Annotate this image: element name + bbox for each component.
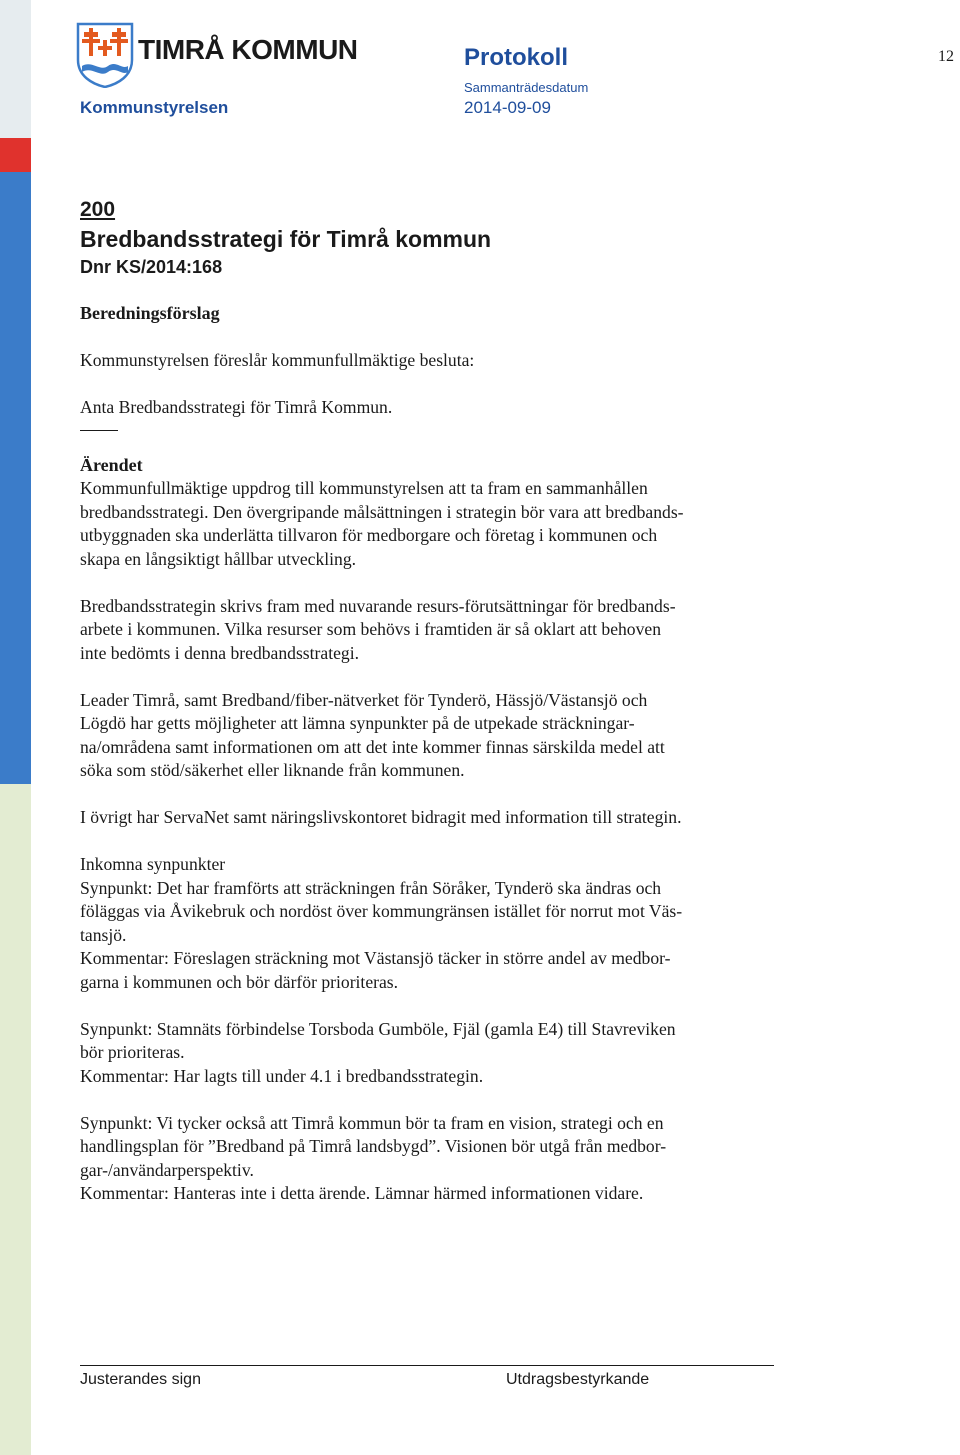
text-line: Kommentar: Har lagts till under 4.1 i bredbandsstrategin.: [80, 1065, 484, 1086]
text-line: garna i kommunen och bör därför prioriteras.: [80, 971, 399, 992]
comment-block-3: [80, 1112, 780, 1206]
case-number: 200: [80, 198, 116, 221]
text-line: Synpunkt: Vi tycker också att Timrå kommun bör ta fram en vision, strategi och en: [80, 1112, 664, 1133]
text-line: arbete i kommunen. Vilka resurser som behövs i framtiden är så oklart att behoven: [80, 619, 661, 639]
text-line: utbyggnaden ska underlätta tillvaron för medborgare och företag i kommunen och: [80, 525, 658, 545]
text-line: tansjö.: [80, 924, 127, 945]
text-line: gar-/användarperspektiv.: [80, 1159, 254, 1180]
comment-block-2: [80, 1018, 780, 1089]
text-line: söka som stöd/säkerhet eller liknande från kommunen.: [80, 760, 465, 780]
matter-paragraph-1: [80, 477, 780, 571]
signature-line: [80, 1365, 774, 1366]
matter-paragraph-2: [80, 595, 780, 666]
logo-wordmark: TIMRÅ KOMMUN: [138, 34, 358, 65]
text-line: bredbandsstrategi. Den övergripande målsättningen i strategin bör vara att bredbands-: [80, 501, 684, 522]
text-line: föläggas via Åvikebruk och nordöst över kommungränsen istället för norrut mot Väs-: [80, 901, 683, 921]
section-heading-comments: Inkomna synpunkter: [80, 854, 226, 874]
page-number: 12: [938, 48, 954, 65]
document-body: [80, 196, 780, 1229]
signature-label-certification: Utdragsbestyrkande: [506, 1371, 650, 1388]
text-line: inte bedömts i denna bredbandsstrategi.: [80, 642, 359, 663]
text-line: Kommentar: Föreslagen sträckning mot Västansjö täcker in större andel av medbor-: [80, 948, 671, 968]
proposal-decision: Anta Bredbandsstrategi för Timrå Kommun.: [80, 397, 393, 417]
sidebar-segment-red: [0, 138, 31, 172]
section-heading-matter: Ärendet: [80, 454, 143, 475]
text-line: Synpunkt: Det har framförts att sträckningen från Söråker, Tynderö ska ändras och: [80, 877, 662, 898]
coat-of-arms-icon: [76, 22, 134, 88]
text-line: Kommunfullmäktige uppdrog till kommunstyrelsen att ta fram en sammanhållen: [80, 478, 648, 498]
text-line: skapa en långsiktigt hållbar utveckling.: [80, 548, 357, 569]
matter-paragraph-4: I övrigt har ServaNet samt näringslivskontoret bidragit med information till strategin.: [80, 807, 682, 827]
sidebar-segment-green: [0, 784, 31, 1455]
matter-paragraph-3: [80, 689, 780, 783]
municipality-logo: [76, 22, 358, 88]
meeting-date: 2014-09-09: [464, 98, 551, 117]
text-line: handlingsplan för ”Bredband på Timrå landsbygd”. Visionen bör utgå från medbor-: [80, 1136, 667, 1156]
signature-label-adjuster: Justerandes sign: [80, 1371, 201, 1388]
text-line: Kommentar: Hanteras inte i detta ärende. Lämnar härmed informationen vidare.: [80, 1183, 644, 1203]
organ-name: Kommunstyrelsen: [80, 98, 229, 117]
color-sidebar: [0, 0, 31, 1455]
text-line: Bredbandsstrategin skrivs fram med nuvarande resurs-förutsättningar för bredbands-: [80, 595, 676, 616]
text-line: Leader Timrå, samt Bredband/fiber-nätverket för Tynderö, Hässjö/Västansjö och: [80, 689, 648, 710]
case-title: Bredbandsstrategi för Timrå kommun: [80, 226, 492, 252]
text-line: Lögdö har getts möjligheter att lämna synpunkter på de utpekade sträckningar-: [80, 713, 635, 733]
proposal-intro: Kommunstyrelsen föreslår kommunfullmäktige besluta:: [80, 350, 475, 370]
sidebar-segment-top: [0, 0, 31, 138]
section-heading-proposal: Beredningsförslag: [80, 303, 220, 323]
text-line: bör prioriteras.: [80, 1042, 185, 1062]
document-type: Protokoll: [464, 44, 569, 71]
text-line: na/områdena samt informationen om att det inte kommer finnas särskilda medel att: [80, 736, 665, 757]
meeting-date-label: Sammanträdesdatum: [464, 80, 589, 95]
text-line: Synpunkt: Stamnäts förbindelse Torsboda Gumböle, Fjäl (gamla E4) till Stavreviken: [80, 1018, 676, 1039]
separator-line: [80, 430, 118, 431]
case-registry-number: Dnr KS/2014:168: [80, 257, 223, 277]
sidebar-segment-blue: [0, 172, 31, 784]
comment-block-1: [80, 877, 780, 995]
